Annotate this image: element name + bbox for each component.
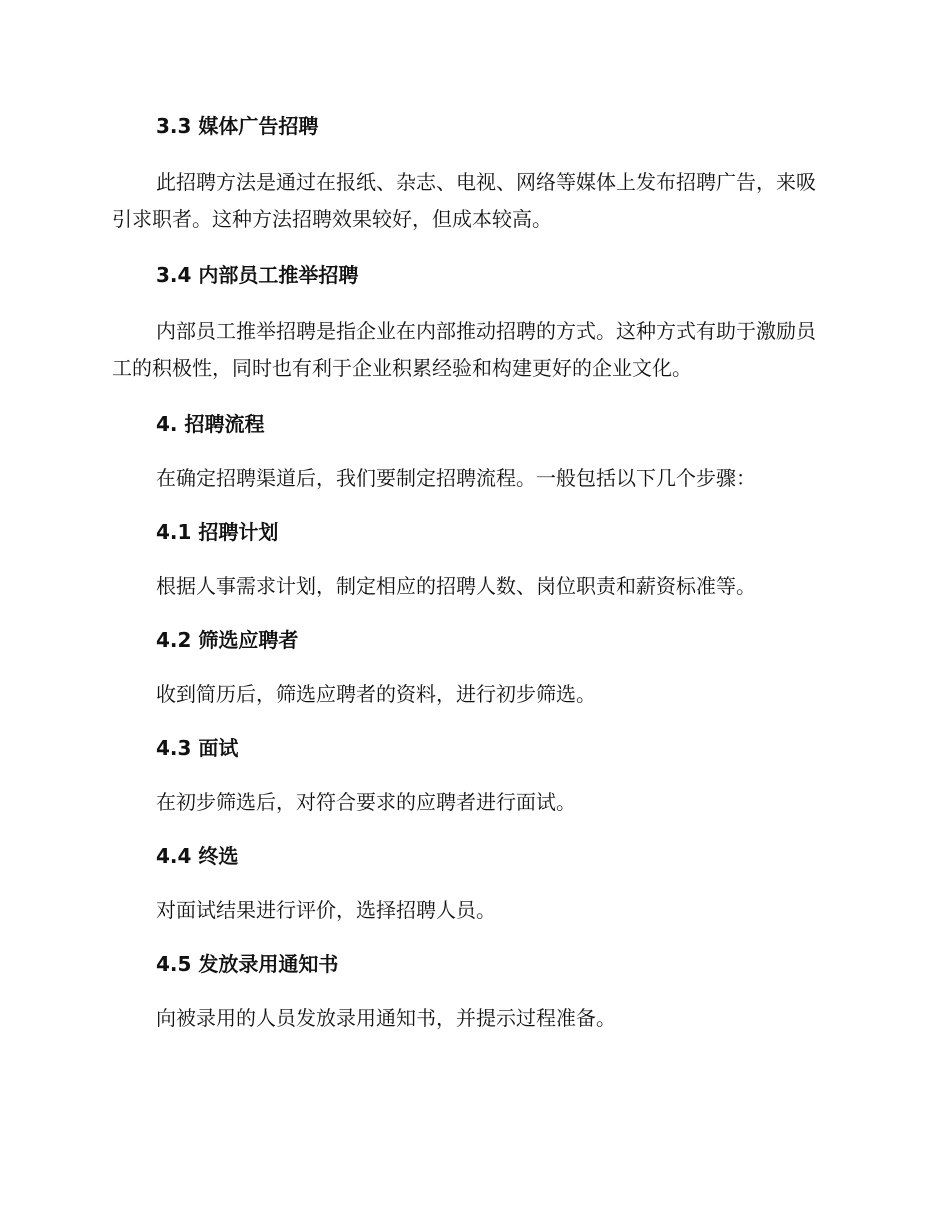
section-heading-4-5: 4.5 发放录用通知书 — [156, 952, 339, 976]
paragraph-offer-letter: 向被录用的人员发放录用通知书，并提示过程准备。 — [156, 1006, 616, 1030]
section-heading-3-3: 3.3 媒体广告招聘 — [156, 114, 319, 138]
paragraph-internal-referral: 内部员工推举招聘是指企业在内部推动招聘的方式。这种方式有助于激励员工的积极性，同时也有利于企业积累经验和构建更好的企业文化。 — [112, 319, 816, 380]
section-heading-4-1: 4.1 招聘计划 — [156, 520, 279, 544]
section-heading-4-2: 4.2 筛选应聘者 — [156, 628, 299, 652]
section-heading-4-4: 4.4 终选 — [156, 844, 239, 868]
paragraph-final-selection: 对面试结果进行评价，选择招聘人员。 — [156, 898, 496, 922]
section-heading-4: 4. 招聘流程 — [156, 412, 265, 436]
section-heading-4-3: 4.3 面试 — [156, 736, 239, 760]
paragraph-media-ads: 此招聘方法是通过在报纸、杂志、电视、网络等媒体上发布招聘广告，来吸引求职者。这种方法招聘效果较好，但成本较高。 — [112, 170, 816, 231]
paragraph-recruit-plan: 根据人事需求计划，制定相应的招聘人数、岗位职责和薪资标准等。 — [156, 574, 756, 598]
paragraph-interview: 在初步筛选后，对符合要求的应聘者进行面试。 — [156, 790, 576, 814]
paragraph-screening: 收到简历后，筛选应聘者的资料，进行初步筛选。 — [156, 682, 596, 706]
section-heading-3-4: 3.4 内部员工推举招聘 — [156, 263, 359, 287]
paragraph-process-intro: 在确定招聘渠道后，我们要制定招聘流程。一般包括以下几个步骤： — [156, 466, 756, 490]
